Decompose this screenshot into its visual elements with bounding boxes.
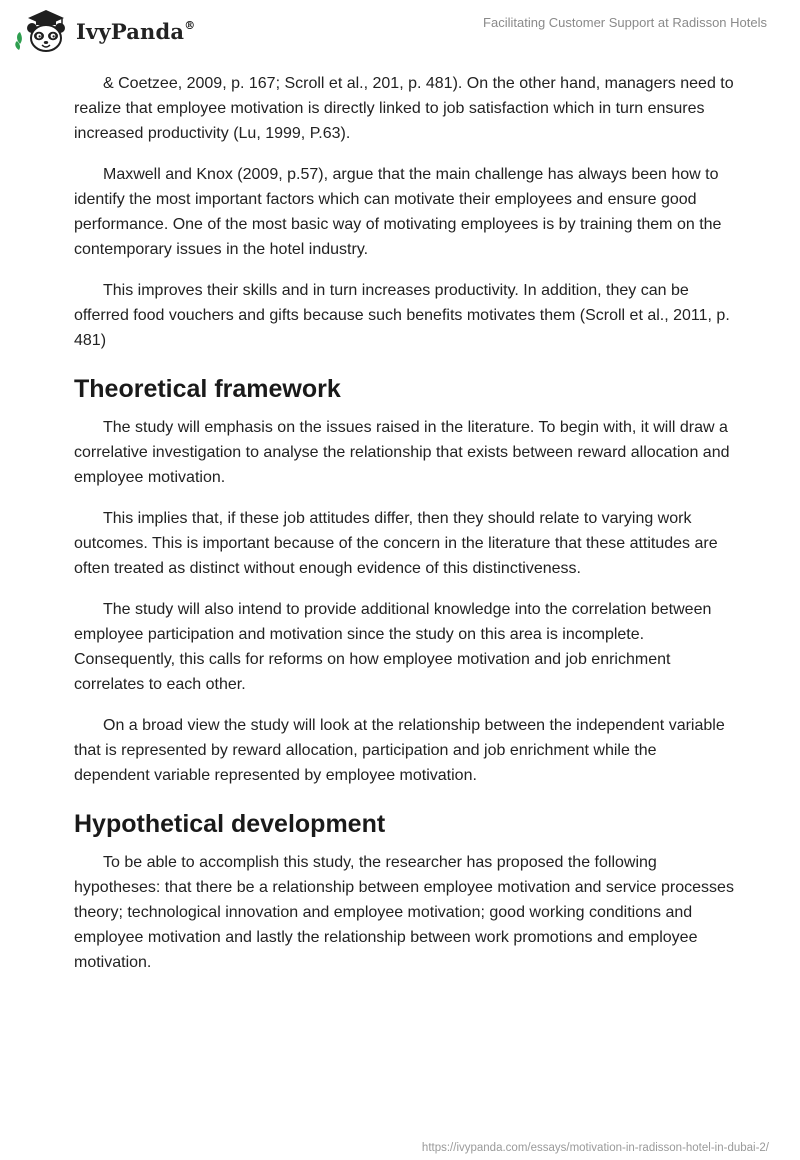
registered-mark: ® xyxy=(184,19,196,32)
paragraph: & Coetzee, 2009, p. 167; Scroll et al., 201, p. 481). On the other hand, managers need to realize that employee motivation is directly linked to job satisfaction which in turn ensures increased productivity (Lu, 1999, P.63). xyxy=(74,75,734,142)
paragraph: On a broad view the study will look at the relationship between the independent variable that is represented by reward allocation, participation and job enrichment while the dependent variable represented by employee motivation. xyxy=(74,717,725,784)
running-title: Facilitating Customer Support at Radisson Hotels xyxy=(483,15,767,30)
paragraph: The study will emphasis on the issues raised in the literature. To begin with, it will draw a correlative investigation to analyse the relationship that exists between reward allocation and employee motivation. xyxy=(74,419,730,486)
paragraph: The study will also intend to provide additional knowledge into the correlation between employee participation and motivation since the study on this area is incomplete. Consequently, this calls for reforms on how employee motivation and job enrichment correlates to each other. xyxy=(74,601,712,693)
panda-graduate-icon xyxy=(14,6,74,56)
section-heading-hypothetical-development: Hypothetical development xyxy=(74,810,386,838)
page-header xyxy=(0,0,800,64)
paragraph: To be able to accomplish this study, the researcher has proposed the following hypotheses: that there be a relationship between employee motivation and service processes theory; technological innovation and employee motivation; good working conditions and employee motivation and lastly the relationship between work promotions and employee motivation. xyxy=(74,854,734,971)
brand-name: IvyPanda® xyxy=(76,19,196,44)
section-heading-theoretical-framework: Theoretical framework xyxy=(74,375,341,403)
paragraph: This implies that, if these job attitudes differ, then they should relate to varying work outcomes. This is important because of the concern in the literature that these attitudes are often treated as distinct without enough evidence of this distinctiveness. xyxy=(74,510,718,577)
source-url[interactable]: https://ivypanda.com/essays/motivation-in-radisson-hotel-in-dubai-2/ xyxy=(421,1142,769,1154)
paragraph: This improves their skills and in turn increases productivity. In addition, they can be offerred food vouchers and gifts because such benefits motivates them (Scroll et al., 2011, p. 481) xyxy=(74,282,730,349)
essay-content xyxy=(74,71,734,991)
ivypanda-logo[interactable] xyxy=(14,6,194,56)
paragraph: Maxwell and Knox (2009, p.57), argue that the main challenge has always been how to identify the most important factors which can motivate their employees and ensure good performance. One of the most basic way of motivating employees is by training them on the contemporary issues in the hotel industry. xyxy=(74,166,722,258)
